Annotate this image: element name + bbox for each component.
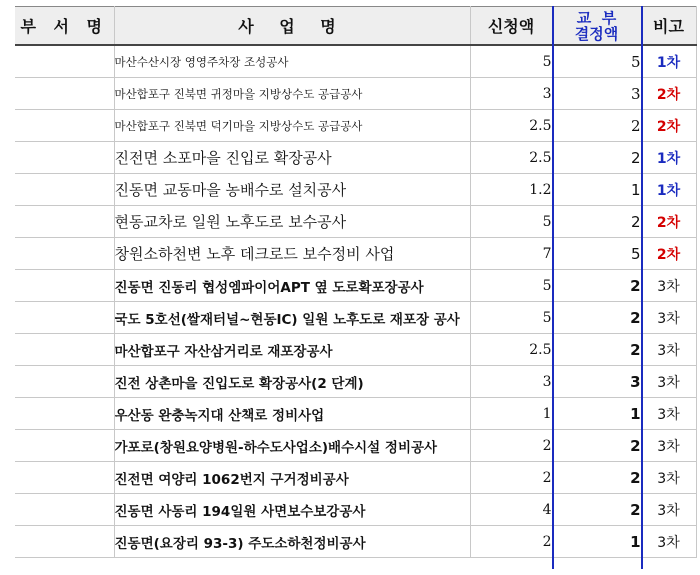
table-row — [15, 78, 696, 110]
note-cell: 3차 — [641, 270, 696, 302]
table-row — [15, 110, 696, 142]
grant-amount-cell: 1 — [552, 526, 641, 558]
request-amount-cell: 4 — [470, 494, 552, 526]
project-cell: 가포로(창원요양병원-하수도사업소)배수시설 정비공사 — [114, 430, 470, 462]
note-cell: 1차 — [641, 174, 696, 206]
note-cell: 1차 — [641, 142, 696, 174]
project-cell: 진전면 소포마을 진입로 확장공사 — [114, 142, 470, 174]
table-row — [15, 430, 696, 462]
project-cell: 진동면 진동리 협성엠파이어APT 옆 도로확포장공사 — [114, 270, 470, 302]
table-row — [15, 174, 696, 206]
request-amount-cell: 2 — [470, 526, 552, 558]
header-grant-line1: 교 부 — [576, 8, 617, 27]
header-grant — [552, 7, 641, 46]
dept-cell — [15, 366, 114, 398]
header-dept: 부 서 명 — [15, 7, 114, 46]
request-amount-cell: 3 — [470, 78, 552, 110]
request-amount-cell: 2.5 — [470, 334, 552, 366]
grant-amount-cell: 2 — [552, 334, 641, 366]
grant-column-right-border — [641, 6, 643, 569]
grant-amount-cell: 5 — [552, 238, 641, 270]
grant-amount-cell: 1 — [552, 174, 641, 206]
table-row — [15, 206, 696, 238]
request-amount-cell: 2 — [470, 430, 552, 462]
header-grant-line2: 결정액 — [574, 24, 619, 43]
note-cell: 3차 — [641, 430, 696, 462]
table-row — [15, 462, 696, 494]
request-amount-cell: 2 — [470, 462, 552, 494]
project-cell: 진전 상촌마을 진입도로 확장공사(2 단계) — [114, 366, 470, 398]
header-request: 신청액 — [470, 7, 552, 46]
request-amount-cell: 5 — [470, 45, 552, 78]
grant-amount-cell: 3 — [552, 366, 641, 398]
note-cell: 2차 — [641, 206, 696, 238]
project-cell: 진동면 교동마을 농배수로 설치공사 — [114, 174, 470, 206]
project-cell: 마산합포구 진북면 귀정마을 지방상수도 공급공사 — [114, 78, 470, 110]
grant-amount-cell: 2 — [552, 302, 641, 334]
request-amount-cell: 1 — [470, 398, 552, 430]
dept-cell — [15, 334, 114, 366]
project-cell: 우산동 완충녹지대 산책로 정비사업 — [114, 398, 470, 430]
grant-amount-cell: 2 — [552, 110, 641, 142]
table-row — [15, 526, 696, 558]
dept-cell — [15, 494, 114, 526]
grant-amount-cell: 2 — [552, 462, 641, 494]
project-cell: 국도 5호선(쌀재터널~현동IC) 일원 노후도로 재포장 공사 — [114, 302, 470, 334]
note-cell: 3차 — [641, 462, 696, 494]
project-cell: 진동면 사동리 194일원 사면보수보강공사 — [114, 494, 470, 526]
note-cell: 3차 — [641, 334, 696, 366]
request-amount-cell: 3 — [470, 366, 552, 398]
request-amount-cell: 2.5 — [470, 110, 552, 142]
request-amount-cell: 5 — [470, 206, 552, 238]
dept-cell — [15, 398, 114, 430]
dept-cell — [15, 110, 114, 142]
project-cell: 창원소하천변 노후 데크로드 보수정비 사업 — [114, 238, 470, 270]
request-amount-cell: 5 — [470, 270, 552, 302]
note-cell: 3차 — [641, 366, 696, 398]
request-amount-cell: 1.2 — [470, 174, 552, 206]
dept-cell — [15, 302, 114, 334]
dept-cell — [15, 270, 114, 302]
dept-cell — [15, 430, 114, 462]
dept-cell — [15, 174, 114, 206]
grant-amount-cell: 2 — [552, 270, 641, 302]
table-row — [15, 334, 696, 366]
table-row — [15, 142, 696, 174]
note-cell: 2차 — [641, 78, 696, 110]
note-cell: 3차 — [641, 398, 696, 430]
grant-column-left-border — [552, 6, 554, 569]
project-cell: 진전면 여양리 1062번지 구거정비공사 — [114, 462, 470, 494]
table-row — [15, 366, 696, 398]
grant-amount-cell: 1 — [552, 398, 641, 430]
table-row — [15, 302, 696, 334]
grant-amount-cell: 2 — [552, 430, 641, 462]
note-cell: 2차 — [641, 238, 696, 270]
project-cell: 마산합포구 진북면 덕기마을 지방상수도 공급공사 — [114, 110, 470, 142]
dept-cell — [15, 238, 114, 270]
note-cell: 1차 — [641, 45, 696, 78]
project-cell: 마산합포구 자산삼거리로 재포장공사 — [114, 334, 470, 366]
dept-cell — [15, 45, 114, 78]
note-cell: 3차 — [641, 526, 696, 558]
header-note: 비고 — [641, 7, 696, 46]
request-amount-cell: 2.5 — [470, 142, 552, 174]
grant-amount-cell: 2 — [552, 494, 641, 526]
note-cell: 3차 — [641, 494, 696, 526]
dept-cell — [15, 78, 114, 110]
table-header-row — [15, 7, 696, 46]
header-project: 사 업 명 — [114, 7, 470, 46]
grant-amount-cell: 2 — [552, 206, 641, 238]
table-row — [15, 238, 696, 270]
grant-amount-cell: 2 — [552, 142, 641, 174]
project-cell: 현동교차로 일원 노후도로 보수공사 — [114, 206, 470, 238]
grant-amount-cell: 3 — [552, 78, 641, 110]
request-amount-cell: 7 — [470, 238, 552, 270]
table-row — [15, 45, 696, 78]
note-cell: 2차 — [641, 110, 696, 142]
project-cell: 마산수산시장 영영주차장 조성공사 — [114, 45, 470, 78]
table-row — [15, 494, 696, 526]
dept-cell — [15, 526, 114, 558]
project-cell: 진동면(요장리 93-3) 주도소하천정비공사 — [114, 526, 470, 558]
note-cell: 3차 — [641, 302, 696, 334]
table-row — [15, 398, 696, 430]
table-row — [15, 270, 696, 302]
dept-cell — [15, 142, 114, 174]
table-body — [15, 45, 696, 558]
dept-cell — [15, 462, 114, 494]
grant-amount-cell: 5 — [552, 45, 641, 78]
budget-table — [15, 6, 697, 558]
dept-cell — [15, 206, 114, 238]
request-amount-cell: 5 — [470, 302, 552, 334]
